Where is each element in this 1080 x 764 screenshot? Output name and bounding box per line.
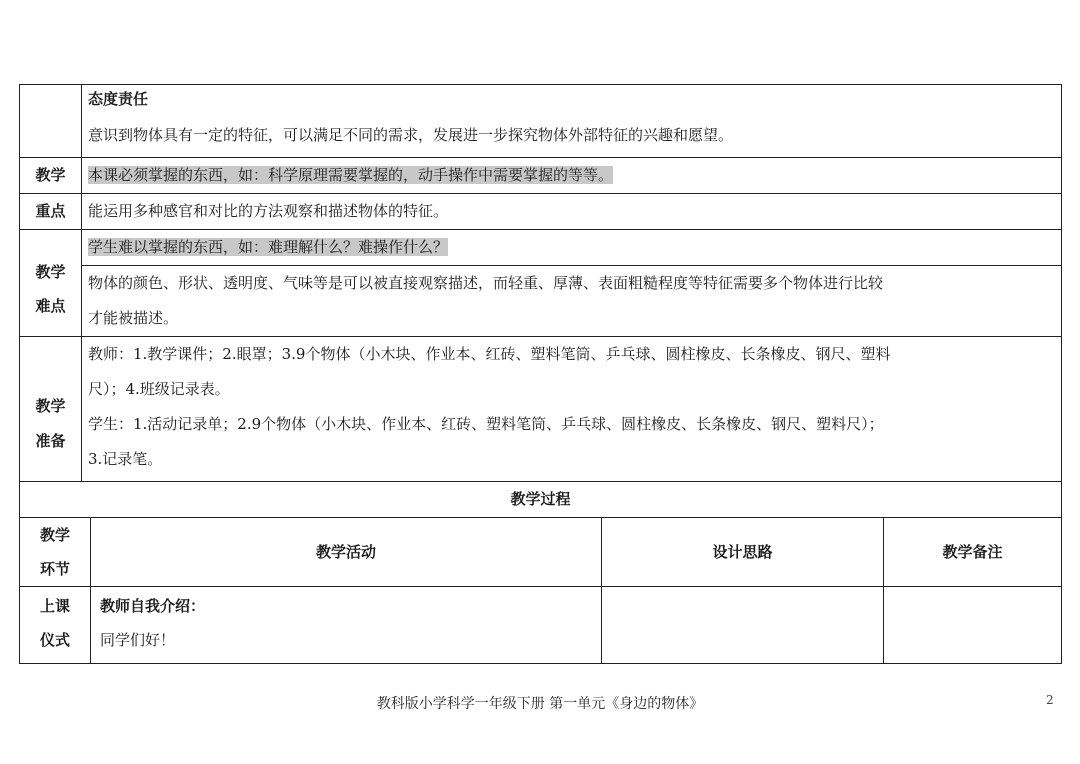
difficulties-hint-wrap (82, 230, 1061, 265)
page-footer: 教科版小学科学一年级下册 第一单元《身边的物体》 (376, 696, 704, 712)
attitude-row (20, 85, 1062, 158)
difficulties-hint: 学生难以掌握的东西，如：难理解什么？难操作什么？ (88, 238, 449, 256)
ceremony-stage-cell (20, 587, 91, 664)
key-points-hint-wrap (82, 158, 1061, 193)
key-points-label-2: 重点 (20, 194, 82, 230)
key-points-hint-cell (82, 158, 1062, 194)
preparation-label-1: 教学 (35, 397, 66, 415)
preparation-row (20, 337, 1062, 482)
key-points-label-1: 教学 (20, 158, 82, 194)
stage-header-2: 环节 (39, 560, 70, 578)
process-header-row (20, 518, 1062, 587)
process-title: 教学过程 (20, 482, 1062, 518)
design-header: 设计思路 (602, 518, 884, 587)
key-points-text: 能运用多种感官和对比的方法观察和描述物体的特征。 (88, 202, 449, 220)
stage-header-1: 教学 (39, 526, 70, 544)
difficulties-label-1: 教学 (35, 263, 66, 281)
attitude-label-cell (20, 85, 82, 158)
ceremony-stage-2: 仪式 (39, 631, 70, 649)
attitude-text: 意识到物体具有一定的特征，可以满足不同的需求，发展进一步探究物体外部特征的兴趣和愿望。 (88, 126, 734, 144)
ceremony-design-cell (602, 587, 884, 664)
activity-header: 教学活动 (91, 518, 602, 587)
preparation-student-2: 3.记录笔。 (88, 450, 163, 468)
preparation-label-cell (20, 337, 82, 482)
difficulties-text-1: 物体的颜色、形状、透明度、气味等是可以被直接观察描述，而轻重、厚薄、表面粗糙程度等特征需要多个物体进行比较 (88, 274, 884, 292)
ceremony-activity-1: 教师自我介绍： (100, 597, 206, 615)
preparation-teacher-1: 教师：1.教学课件；2.眼罩；3.9个物体（小木块、作业本、红砖、塑料笔筒、乒乓球、圆柱橡皮、长条橡皮、钢尺、塑料 (88, 345, 891, 363)
notes-header: 教学备注 (884, 518, 1062, 587)
stage-header-cell (20, 518, 91, 587)
preparation-teacher-2: 尺）；4.班级记录表。 (88, 380, 230, 398)
key-points-row-1 (20, 158, 1062, 194)
ceremony-activity-2: 同学们好！ (100, 631, 176, 649)
difficulties-label-cell (20, 230, 82, 337)
ceremony-notes-cell (884, 587, 1062, 664)
difficulties-row-2 (20, 266, 1062, 337)
page-number: 2 (1046, 693, 1054, 707)
attitude-content-cell (82, 85, 1062, 158)
key-points-text-cell (82, 194, 1062, 230)
key-points-row-2 (20, 194, 1062, 230)
key-points-hint: 本课必须掌握的东西，如：科学原理需要掌握的，动手操作中需要掌握的等等。 (88, 166, 614, 184)
process-title-row (20, 482, 1062, 518)
preparation-label-2: 准备 (35, 432, 66, 450)
difficulties-text-2: 才能被描述。 (88, 309, 179, 327)
difficulties-hint-cell (82, 230, 1062, 266)
ceremony-activity-cell (91, 587, 602, 664)
lesson-plan-table (19, 84, 1062, 664)
ceremony-stage-1: 上课 (39, 597, 70, 615)
preparation-student-1: 学生：1.活动记录单；2.9个物体（小木块、作业本、红砖、塑料笔筒、乒乓球、圆柱橡皮、长条橡皮、钢尺、塑料尺）； (88, 415, 884, 433)
attitude-title: 态度责任 (88, 90, 149, 108)
difficulties-text-cell (82, 266, 1062, 337)
difficulties-label-2: 难点 (35, 297, 66, 315)
lesson-plan-upper-table (19, 84, 1062, 518)
process-row-ceremony (20, 587, 1062, 664)
difficulties-row-1 (20, 230, 1062, 266)
process-table (19, 517, 1062, 664)
preparation-content-cell (82, 337, 1062, 482)
